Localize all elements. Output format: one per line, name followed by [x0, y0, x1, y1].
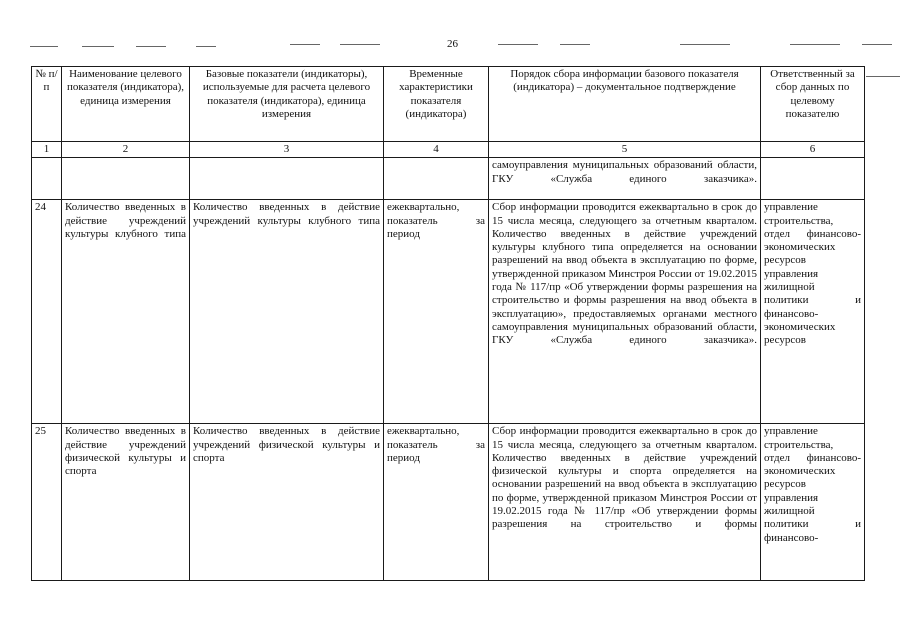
page-number: 26: [447, 38, 458, 50]
scan-artifact: [136, 46, 166, 47]
column-number: 6: [761, 142, 865, 158]
continuation-row: [32, 158, 865, 200]
header-indicator-name: Наименование целевого показателя (индикатора), единица измерения: [62, 67, 190, 142]
column-number: 4: [384, 142, 489, 158]
timing: ежеквартально, показатель за период: [384, 424, 489, 581]
column-number: 1: [32, 142, 62, 158]
continuation-procedure: самоуправления муниципальных образований области, ГКУ «Служба единого заказчика».: [489, 158, 761, 200]
procedure-paragraph: Сбор информации проводится ежеквартально в срок до 15 числа месяца, следующего за отчетным кварталом.: [492, 425, 757, 451]
header-procedure: Порядок сбора информации базового показателя (индикатора) – документальное подтверждение: [489, 67, 761, 142]
scan-artifact: [560, 44, 590, 45]
scan-artifact: [30, 46, 58, 47]
base-indicator: Количество введенных в действие учреждений физической культуры и спорта: [190, 424, 384, 581]
row-number: 25: [32, 424, 62, 581]
procedure-paragraph: Сбор информации проводится ежеквартально в срок до 15 числа месяца, следующего за отчетным кварталом.: [492, 201, 757, 227]
indicator-name: Количество введенных в действие учреждений культуры клубного типа: [62, 200, 190, 424]
procedure-paragraph: Количество введенных в действие учреждений культуры клубного типа определяется на основании разрешений на ввод объекта в эксплуатацию по форме, утвержденной приказом Минстроя России от 19.02.2015 года № 117/пр «Об утверждении формы разрешения на строительство и формы разрешения на ввод объекта в эксплуатацию», предоставляемых органами местного самоуправления муниципальных образований области, ГКУ «Служба единого заказчика».: [492, 227, 757, 347]
header-responsible: Ответственный за сбор данных по целевому показателю: [761, 67, 865, 142]
scan-artifact: [290, 44, 320, 45]
base-indicator: Количество введенных в действие учреждений культуры клубного типа: [190, 200, 384, 424]
header-row: [32, 67, 865, 142]
column-number: 3: [190, 142, 384, 158]
scan-artifact: [866, 76, 900, 77]
scan-artifact: [82, 46, 114, 47]
indicator-name: Количество введенных в действие учреждений физической культуры и спорта: [62, 424, 190, 581]
row-number: 24: [32, 200, 62, 424]
scan-artifact: [340, 44, 380, 45]
indicators-table: [31, 66, 865, 581]
header-base-indicators: Базовые показатели (индикаторы), используемые для расчета целевого показателя (индикатора), единица измерения: [190, 67, 384, 142]
header-timing: Временные характеристики показателя (индикатора): [384, 67, 489, 142]
timing: ежеквартально, показатель за период: [384, 200, 489, 424]
procedure-paragraph: Количество введенных в действие учреждений физической культуры и спорта определяется на основании разрешений на ввод объекта в эксплуатацию по форме, утвержденной приказом Минстроя России от 19.02.2015 года № 117/пр «Об утверждении формы разрешения на строительство и формы: [492, 451, 757, 531]
responsible: управление строительства, отдел финансово-экономических ресурсов управления жилищной политики и финансово-: [761, 424, 865, 581]
header-num: № п/п: [32, 67, 62, 142]
table-row: [32, 200, 865, 424]
scan-artifact: [680, 44, 730, 45]
scan-artifact: [862, 44, 892, 45]
scan-artifact: [790, 44, 840, 45]
column-number: 5: [489, 142, 761, 158]
column-number-row: [32, 142, 865, 158]
column-number: 2: [62, 142, 190, 158]
responsible: управление строительства, отдел финансово-экономических ресурсов управления жилищной политики и финансово-экономических ресурсов: [761, 200, 865, 424]
scan-artifact: [196, 46, 216, 47]
procedure: [489, 200, 761, 424]
table-row: [32, 424, 865, 581]
procedure: [489, 424, 761, 581]
scan-artifact: [498, 44, 538, 45]
